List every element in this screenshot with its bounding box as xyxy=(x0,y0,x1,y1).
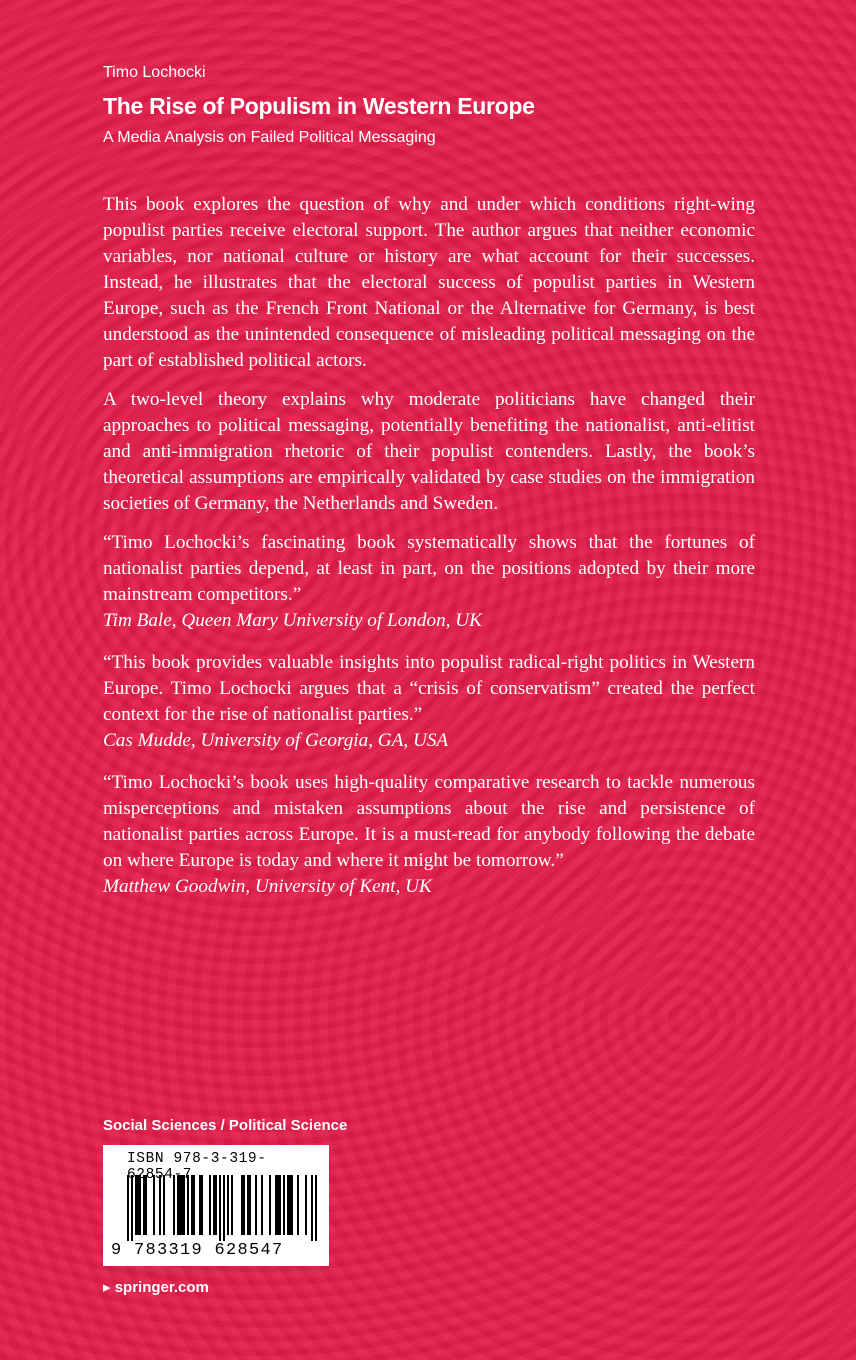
isbn-barcode xyxy=(103,1145,329,1266)
barcode-bar xyxy=(255,1175,257,1235)
barcode-bar xyxy=(201,1175,203,1235)
endorsement-text: “This book provides valuable insights into populist radical-right politics in Western Europe. Timo Lochocki argues that a “crisis of conservatism” created the perfect context for the rise of nationalist parties.” xyxy=(103,652,755,725)
barcode-bar xyxy=(145,1175,147,1235)
barcode-bar xyxy=(277,1175,279,1235)
barcode-bar xyxy=(159,1175,161,1235)
endorsement-attribution: Matthew Goodwin, University of Kent, UK xyxy=(103,876,432,897)
barcode-bar xyxy=(275,1175,277,1235)
barcode-bar xyxy=(249,1175,251,1235)
barcode-bar xyxy=(187,1175,189,1235)
barcode-bar xyxy=(127,1175,129,1241)
barcode-bar xyxy=(305,1175,307,1235)
barcode-bar xyxy=(163,1175,165,1235)
blurb-paragraph-1: This book explores the question of why and under which conditions right-wing populist parties receive electoral support. The author argues that neither economic variables, nor national culture or history are what account for their successes. Instead, he illustrates that the electoral success of populist parties in Western Europe, such as the French Front National or the Alternative for Germany, is best understood as the unintended consequence of misleading political messaging on the part of established political actors. xyxy=(103,194,755,371)
isbn-label: ISBN 978-3-319- 854-7 xyxy=(127,1151,267,1183)
barcode-bar xyxy=(179,1175,181,1235)
blurb-paragraph-2: A two-level theory explains why moderate politicians have changed their approaches to political messaging, potentially benefiting the nationalist, anti-elitist and anti-immigration rhetoric of their populist contenders. Lastly, the book’s theoretical assumptions are empirically validated by case studies on the immigration societies of Germany, the Netherlands and Sweden. xyxy=(103,389,755,514)
website-link[interactable]: ▸ springer.com xyxy=(103,1279,209,1296)
barcode-bar xyxy=(143,1175,145,1235)
barcode-bar xyxy=(213,1175,215,1235)
barcode-bar xyxy=(291,1175,293,1235)
barcode-bar xyxy=(297,1175,299,1235)
barcode-bar xyxy=(283,1175,285,1235)
barcode-bar xyxy=(261,1175,263,1235)
barcode-bar xyxy=(279,1175,281,1235)
ean-digits: 9 783319 628547 xyxy=(111,1241,284,1260)
barcode-bar xyxy=(243,1175,245,1235)
barcode-bar xyxy=(139,1175,141,1235)
barcode-bar xyxy=(223,1175,225,1241)
endorsement-text: “Timo Lochocki’s fascinating book systematically shows that the fortunes of nationalist parties depend, at least in part, on the positions adopted by their more mainstream competitors.” xyxy=(103,532,755,605)
barcode-bar xyxy=(137,1175,139,1235)
endorsement-attribution: Cas Mudde, University of Georgia, GA, USA xyxy=(103,730,449,751)
barcode-bar xyxy=(215,1175,217,1235)
barcode-bar xyxy=(209,1175,211,1235)
author-name: Timo Lochocki xyxy=(103,64,206,81)
endorsement-text: “Timo Lochocki’s book uses high-quality comparative research to tackle numerous misperceptions and mistaken assumptions about the rise and persistence of nationalist parties across Europe. It is a must-read for anybody following the debate on where Europe is today and where it might be tomorrow.” xyxy=(103,772,755,871)
book-subtitle: A Media Analysis on Failed Political Messaging xyxy=(103,129,436,146)
endorsement-2 xyxy=(103,650,755,754)
barcode-bar xyxy=(191,1175,193,1235)
barcode-bar xyxy=(183,1175,185,1235)
barcode-bar xyxy=(153,1175,155,1235)
endorsement-attribution: Tim Bale, Queen Mary University of London, UK xyxy=(103,610,482,631)
barcode-bar xyxy=(311,1175,313,1241)
barcode-bar xyxy=(131,1175,133,1241)
endorsement-1 xyxy=(103,530,755,634)
barcode-bar xyxy=(193,1175,195,1235)
barcode-bar xyxy=(241,1175,243,1235)
barcode-bar xyxy=(219,1175,221,1241)
barcode-bar xyxy=(173,1175,175,1235)
endorsement-3 xyxy=(103,770,755,900)
barcode-bar xyxy=(269,1175,271,1235)
barcode-bar xyxy=(181,1175,183,1235)
barcode-bar xyxy=(287,1175,289,1235)
book-title: The Rise of Populism in Western Europe xyxy=(103,93,535,119)
blurb xyxy=(103,192,755,916)
barcode-bars xyxy=(127,1175,317,1241)
barcode-bar xyxy=(231,1175,233,1235)
subject-category: Social Sciences / Political Science xyxy=(103,1117,348,1134)
barcode-bar xyxy=(289,1175,291,1235)
barcode-bar xyxy=(247,1175,249,1235)
barcode-bar xyxy=(135,1175,137,1235)
barcode-bar xyxy=(315,1175,317,1241)
barcode-bar xyxy=(227,1175,229,1235)
barcode-bar xyxy=(177,1175,179,1235)
barcode-bar xyxy=(199,1175,201,1235)
